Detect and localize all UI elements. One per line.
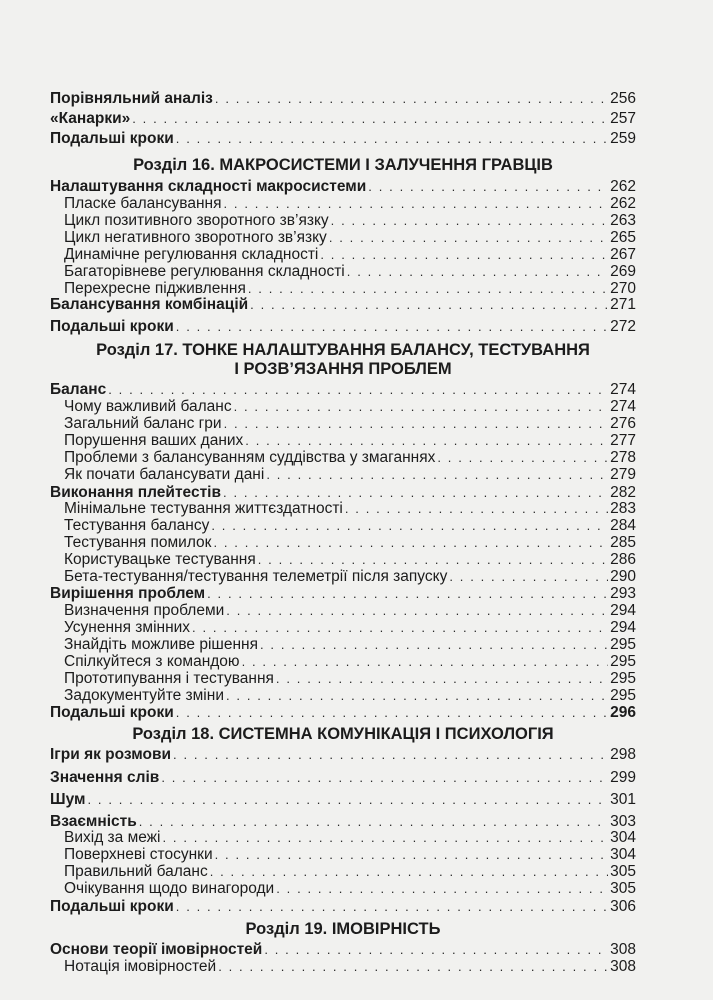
entry-page: 284 xyxy=(610,517,636,534)
toc-entry xyxy=(50,791,636,809)
entry-page: 277 xyxy=(610,432,636,449)
entry-page: 294 xyxy=(610,602,636,619)
entry-title: Очікування щодо винагороди xyxy=(64,880,275,897)
entry-page: 299 xyxy=(610,769,636,786)
toc-subentry xyxy=(64,398,636,416)
toc-subentry xyxy=(64,846,636,864)
entry-page: 271 xyxy=(610,296,636,313)
entry-page: 267 xyxy=(610,246,636,263)
entry-page: 276 xyxy=(610,415,636,432)
toc-subentry xyxy=(64,568,636,586)
entry-title: Правильний баланс xyxy=(64,863,208,880)
entry-page: 286 xyxy=(610,551,636,568)
entry-title: Спілкуйтеся з командою xyxy=(64,653,240,670)
toc-subentry xyxy=(64,263,636,281)
entry-title: Пласке балансування xyxy=(64,195,222,212)
entry-page: 262 xyxy=(610,178,636,195)
entry-title: Загальний баланс гри xyxy=(64,415,222,432)
toc-entry xyxy=(50,585,636,603)
toc-entry xyxy=(50,746,636,764)
entry-page: 265 xyxy=(610,229,636,246)
entry-page: 257 xyxy=(610,110,636,127)
toc-subentry xyxy=(64,500,636,518)
toc-entry xyxy=(50,769,636,787)
toc-subentry xyxy=(64,829,636,847)
entry-page: 295 xyxy=(610,653,636,670)
toc-subentry xyxy=(64,636,636,654)
toc-subentry xyxy=(64,415,636,433)
toc-subentry xyxy=(64,534,636,552)
entry-page: 262 xyxy=(610,195,636,212)
entry-title: Визначення проблеми xyxy=(64,602,225,619)
entry-title: Задокументуйте зміни xyxy=(64,687,224,704)
toc-subentry xyxy=(64,619,636,637)
chapter-18-heading: Розділ 18. СИСТЕМНА КОМУНІКАЦІЯ І ПСИХОЛОГІЯ xyxy=(132,725,554,743)
entry-title: Прототипування і тестування xyxy=(64,670,274,687)
toc-subentry xyxy=(64,229,636,247)
entry-page: 305 xyxy=(610,863,636,880)
entry-page: 294 xyxy=(610,619,636,636)
entry-page: 295 xyxy=(610,687,636,704)
entry-title: Виконання плейтестів xyxy=(50,484,222,501)
entry-title: Бета-тестування/тестування телеметрії після запуску xyxy=(64,568,448,585)
entry-page: 296 xyxy=(610,704,636,721)
entry-title: Ігри як розмови xyxy=(50,746,172,763)
entry-title: Знайдіть можливе рішення xyxy=(64,636,258,653)
entry-title: Нотація імовірностей xyxy=(64,958,217,975)
toc-subentry xyxy=(64,653,636,671)
entry-title: Порівняльний аналіз xyxy=(50,90,213,107)
toc-subentry xyxy=(64,246,636,264)
entry-page: 305 xyxy=(610,880,636,897)
toc-subentry xyxy=(64,195,636,213)
entry-page: 293 xyxy=(610,585,636,602)
toc-subentry xyxy=(64,670,636,688)
entry-page: 295 xyxy=(610,670,636,687)
toc-subentry xyxy=(64,863,636,881)
entry-title: Багаторівневе регулювання складності xyxy=(64,263,345,280)
chapter-16-heading: Розділ 16. МАКРОСИСТЕМИ І ЗАЛУЧЕННЯ ГРАВЦІВ xyxy=(133,156,553,174)
toc-subentry xyxy=(64,449,636,467)
toc-entry xyxy=(50,90,636,108)
entry-page: 301 xyxy=(610,791,636,808)
toc-subentry xyxy=(64,466,636,484)
toc-entry xyxy=(50,130,636,148)
entry-page: 269 xyxy=(610,263,636,280)
toc-entry xyxy=(50,941,636,959)
toc-entry xyxy=(50,704,636,722)
entry-title: Вихід за межі xyxy=(64,829,161,846)
toc-entry xyxy=(50,110,636,128)
entry-title: Подальші кроки xyxy=(50,318,174,335)
chapter-17-heading-line1: Розділ 17. ТОНКЕ НАЛАШТУВАННЯ БАЛАНСУ, ТЕСТУВАННЯ xyxy=(96,341,590,359)
entry-title: Поверхневі стосунки xyxy=(64,846,213,863)
entry-title: Цикл позитивного зворотного зв’язку xyxy=(64,212,329,229)
entry-page: 295 xyxy=(610,636,636,653)
toc-entry xyxy=(50,898,636,916)
entry-page: 279 xyxy=(610,466,636,483)
entry-page: 304 xyxy=(610,829,636,846)
toc-entry xyxy=(50,318,636,336)
entry-title: Тестування помилок xyxy=(64,534,212,551)
entry-title: Проблеми з балансуванням суддівства у змаганнях xyxy=(64,449,436,466)
toc-entry xyxy=(50,296,636,314)
entry-title: Балансування комбінацій xyxy=(50,296,249,313)
entry-page: 278 xyxy=(610,449,636,466)
entry-title: Шум xyxy=(50,791,86,808)
toc-entry xyxy=(50,381,636,399)
entry-title: Баланс xyxy=(50,381,107,398)
entry-title: Як почати балансувати дані xyxy=(64,466,265,483)
entry-title: Користувацьке тестування xyxy=(64,551,256,568)
entry-title: Динамічне регулювання складності xyxy=(64,246,319,263)
toc-subentry xyxy=(64,687,636,705)
toc-subentry xyxy=(64,551,636,569)
entry-title: Вирішення проблем xyxy=(50,585,206,602)
entry-title: Усунення змінних xyxy=(64,619,191,636)
entry-page: 259 xyxy=(610,130,636,147)
chapter-17-heading-line2: І РОЗВ’ЯЗАННЯ ПРОБЛЕМ xyxy=(234,360,452,378)
toc-entry xyxy=(50,178,636,196)
entry-page: 256 xyxy=(610,90,636,107)
entry-title: Порушення ваших даних xyxy=(64,432,244,449)
entry-title: Основи теорії імовірностей xyxy=(50,941,263,958)
toc-subentry xyxy=(64,880,636,898)
entry-page: 282 xyxy=(610,484,636,501)
entry-page: 304 xyxy=(610,846,636,863)
entry-page: 308 xyxy=(610,941,636,958)
entry-title: Чому важливий баланс xyxy=(64,398,232,415)
entry-page: 298 xyxy=(610,746,636,763)
entry-page: 306 xyxy=(610,898,636,915)
entry-page: 263 xyxy=(610,212,636,229)
entry-page: 274 xyxy=(610,381,636,398)
entry-page: 270 xyxy=(610,280,636,297)
chapter-19-heading: Розділ 19. ІМОВІРНІСТЬ xyxy=(245,920,441,938)
entry-title: Налаштування складності макросистеми xyxy=(50,178,367,195)
entry-title: Взаємність xyxy=(50,813,137,830)
toc-subentry xyxy=(64,212,636,230)
entry-title: Цикл негативного зворотного зв’язку xyxy=(64,229,327,246)
entry-page: 290 xyxy=(610,568,636,585)
entry-title: Подальші кроки xyxy=(50,898,174,915)
entry-page: 272 xyxy=(610,318,636,335)
entry-page: 303 xyxy=(610,813,636,830)
entry-title: Мінімальне тестування життєздатності xyxy=(64,500,343,517)
toc-subentry xyxy=(64,517,636,535)
toc-subentry xyxy=(64,432,636,450)
entry-title: Подальші кроки xyxy=(50,130,174,147)
entry-title: Тестування балансу xyxy=(64,517,210,534)
entry-page: 283 xyxy=(610,500,636,517)
toc-subentry xyxy=(64,958,636,976)
entry-page: 285 xyxy=(610,534,636,551)
entry-title: Перехресне підживлення xyxy=(64,280,246,297)
entry-page: 308 xyxy=(610,958,636,975)
entry-title: Значення слів xyxy=(50,769,160,786)
entry-title: «Канарки» xyxy=(50,110,131,127)
entry-page: 274 xyxy=(610,398,636,415)
entry-title: Подальші кроки xyxy=(50,704,174,721)
toc-subentry xyxy=(64,602,636,620)
